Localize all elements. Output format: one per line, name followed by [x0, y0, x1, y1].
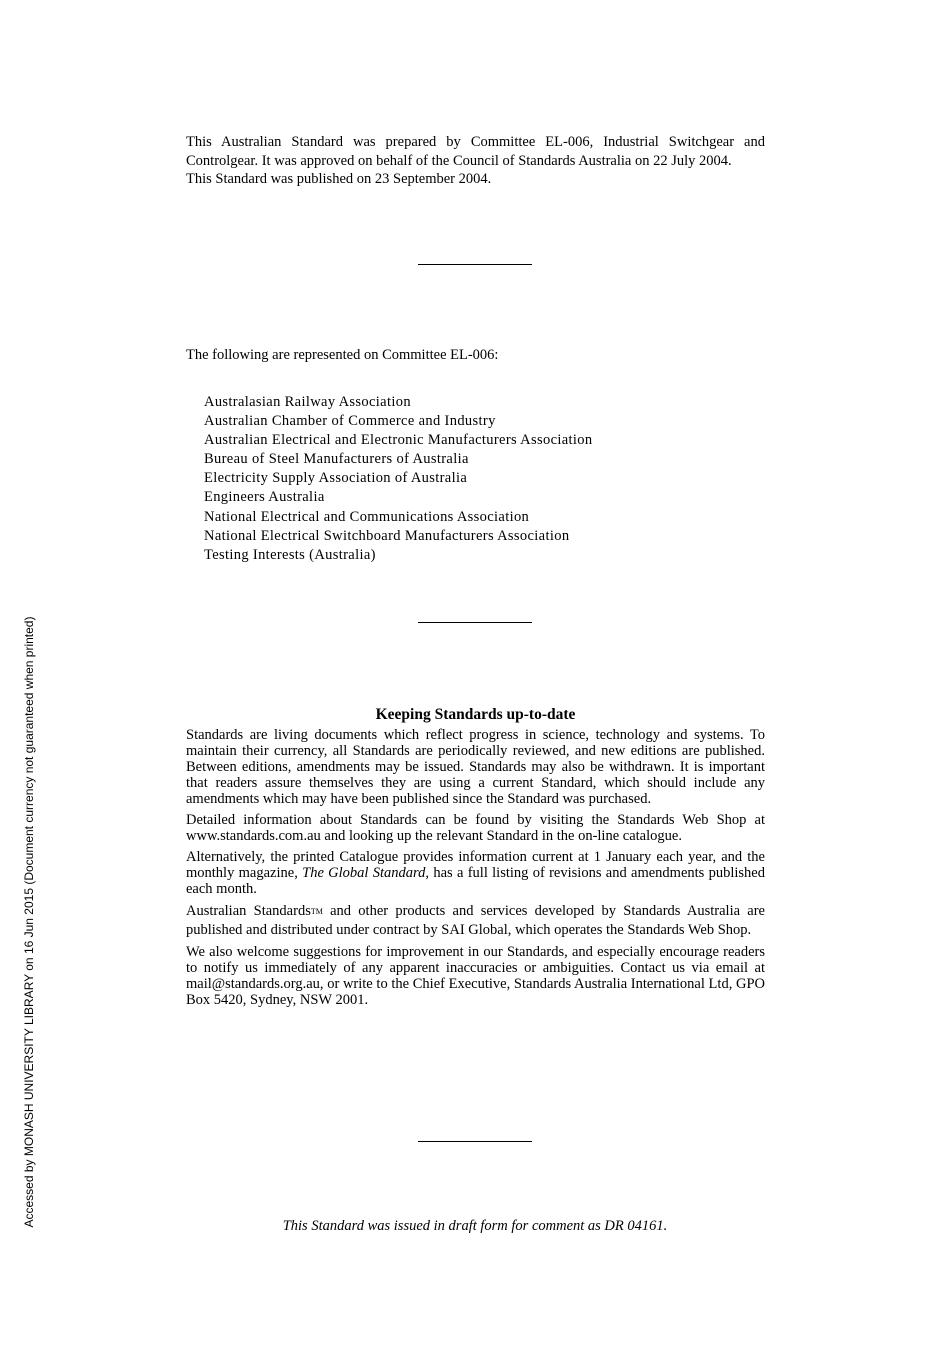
committee-member: Engineers Australia — [204, 489, 325, 506]
committee-member: Testing Interests (Australia) — [204, 546, 376, 563]
p4-text-before: Australian Standards — [186, 903, 311, 919]
committee-members-list — [204, 393, 593, 565]
committee-member: Australasian Railway Association — [204, 394, 411, 410]
keeping-paragraph-1: Standards are living documents which reflect progress in science, technology and systems. To maintain their currency, all Standards are periodically reviewed, and new editions are published. Between editions, amendments may be issued. Standards may also be withdrawn. It is important that readers assure themselves they are using a current Standard, which should include any amendments which may have been published since the Standard was purchased. — [186, 727, 765, 807]
preparation-note — [186, 133, 765, 189]
committee-intro: The following are represented on Committee EL-006: — [186, 347, 499, 363]
p3-text-before: Alternatively, the printed Catalogue provides information current at 1 January each year, and the monthly magazine, — [186, 849, 765, 881]
p3-text-after: , has a full listing of revisions and amendments published each month. — [186, 865, 765, 897]
access-stamp-text: Accessed by MONASH UNIVERSITY LIBRARY on 16 Jun 2015 (Document currency not guaranteed when printed) — [22, 616, 36, 1228]
keeping-paragraph-2: Detailed information about Standards can be found by visiting the Standards Web Shop at www.standards.com.au and looking up the relevant Standard in the on-line catalogue. — [186, 812, 765, 844]
divider-1 — [418, 264, 532, 265]
p4-text-after: and other products and services developed by Standards Australia are published and distributed under contract by SAI Global, which operates the Standards Web Shop. — [186, 903, 765, 938]
committee-member: Australian Chamber of Commerce and Industry — [204, 413, 496, 430]
preparation-text: This Australian Standard was prepared by Committee EL-006, Industrial Switchgear and Controlgear. It was approved on behalf of the Council of Standards Australia on 22 July 2004. — [186, 134, 765, 169]
keeping-standards-body — [186, 727, 765, 1013]
committee-member: National Electrical and Communications Association — [204, 508, 530, 525]
keeping-paragraph-4 — [186, 902, 765, 939]
publication-date: This Standard was published on 23 September 2004. — [186, 171, 492, 187]
committee-member: Bureau of Steel Manufacturers of Australia — [204, 451, 469, 468]
keeping-paragraph-5: We also welcome suggestions for improvement in our Standards, and especially encourage readers to notify us immediately of any apparent inaccuracies or ambiguities. Contact us via email at mail@standards.org.au, or write to the Chief Executive, Standards Australia International Ltd, GPO Box 5420, Sydney, NSW 2001. — [186, 944, 765, 1008]
keeping-paragraph-3 — [186, 849, 765, 897]
keeping-standards-heading: Keeping Standards up-to-date — [375, 706, 576, 723]
committee-member: Electricity Supply Association of Australia — [204, 470, 468, 487]
draft-note: This Standard was issued in draft form for comment as DR 04161. — [282, 1218, 668, 1234]
magazine-title: The Global Standard — [302, 865, 426, 881]
committee-member: Australian Electrical and Electronic Manufacturers Association — [204, 432, 593, 449]
divider-3 — [418, 1141, 532, 1142]
divider-2 — [418, 622, 532, 623]
committee-member: National Electrical Switchboard Manufacturers Association — [204, 527, 570, 544]
trademark-mark: TM — [310, 907, 323, 916]
